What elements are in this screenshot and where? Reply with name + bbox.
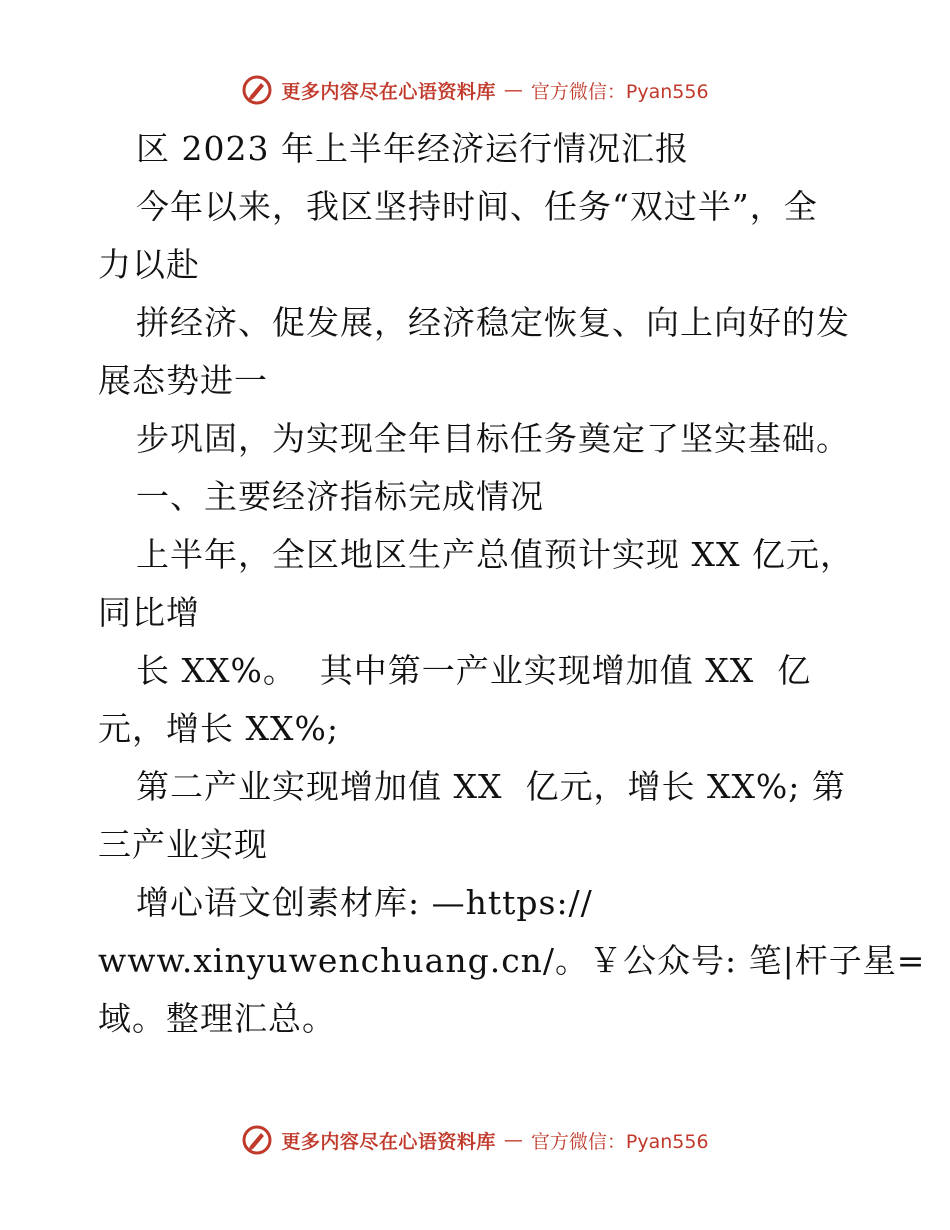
banner-separator: — (503, 79, 523, 101)
paragraph-line: www.xinyuwenchuang.cn/。￥公众号: 笔|杆子星= (98, 941, 926, 980)
header-banner (0, 72, 950, 108)
paragraph-line: 域。整理汇总。 (98, 999, 336, 1038)
footer-banner (0, 1122, 950, 1158)
pen-logo-icon (241, 1124, 273, 1156)
paragraph-line: 拼经济、促发展，经济稳定恢复、向上向好的发 (136, 303, 850, 342)
paragraph-line: 长 XX%。 其中第一产业实现增加值 XX 亿 (136, 651, 812, 690)
paragraph-line: 力以赴 (98, 245, 200, 284)
banner-separator: — (503, 1129, 523, 1151)
paragraph-line: 三产业实现 (98, 825, 268, 864)
paragraph-line: 元，增长 XX%; (98, 709, 339, 748)
paragraph-line: 展态势进一 (98, 361, 268, 400)
document-body (98, 120, 926, 1048)
paragraph-line: 步巩固，为实现全年目标任务奠定了坚实基础。 (136, 419, 850, 458)
banner-wechat: 官方微信：Pyan556 (530, 80, 709, 103)
pen-logo-icon (241, 74, 273, 106)
paragraph-line: 第二产业实现增加值 XX 亿元，增长 XX%; 第 (136, 767, 846, 806)
paragraph-line: 今年以来，我区坚持时间、任务“双过半”，全 (136, 187, 818, 226)
section-heading: 一、主要经济指标完成情况 (136, 477, 544, 516)
banner-wechat: 官方微信：Pyan556 (530, 1130, 709, 1153)
paragraph-line: 增心语文创素材库: —https:// (136, 883, 593, 922)
paragraph-line: 同比增 (98, 593, 200, 632)
banner-text: 更多内容尽在心语资料库 (281, 80, 496, 103)
banner-text: 更多内容尽在心语资料库 (281, 1130, 496, 1153)
doc-title: 区 2023 年上半年经济运行情况汇报 (136, 129, 689, 168)
paragraph-line: 上半年，全区地区生产总值预计实现 XX 亿元， (136, 535, 854, 574)
